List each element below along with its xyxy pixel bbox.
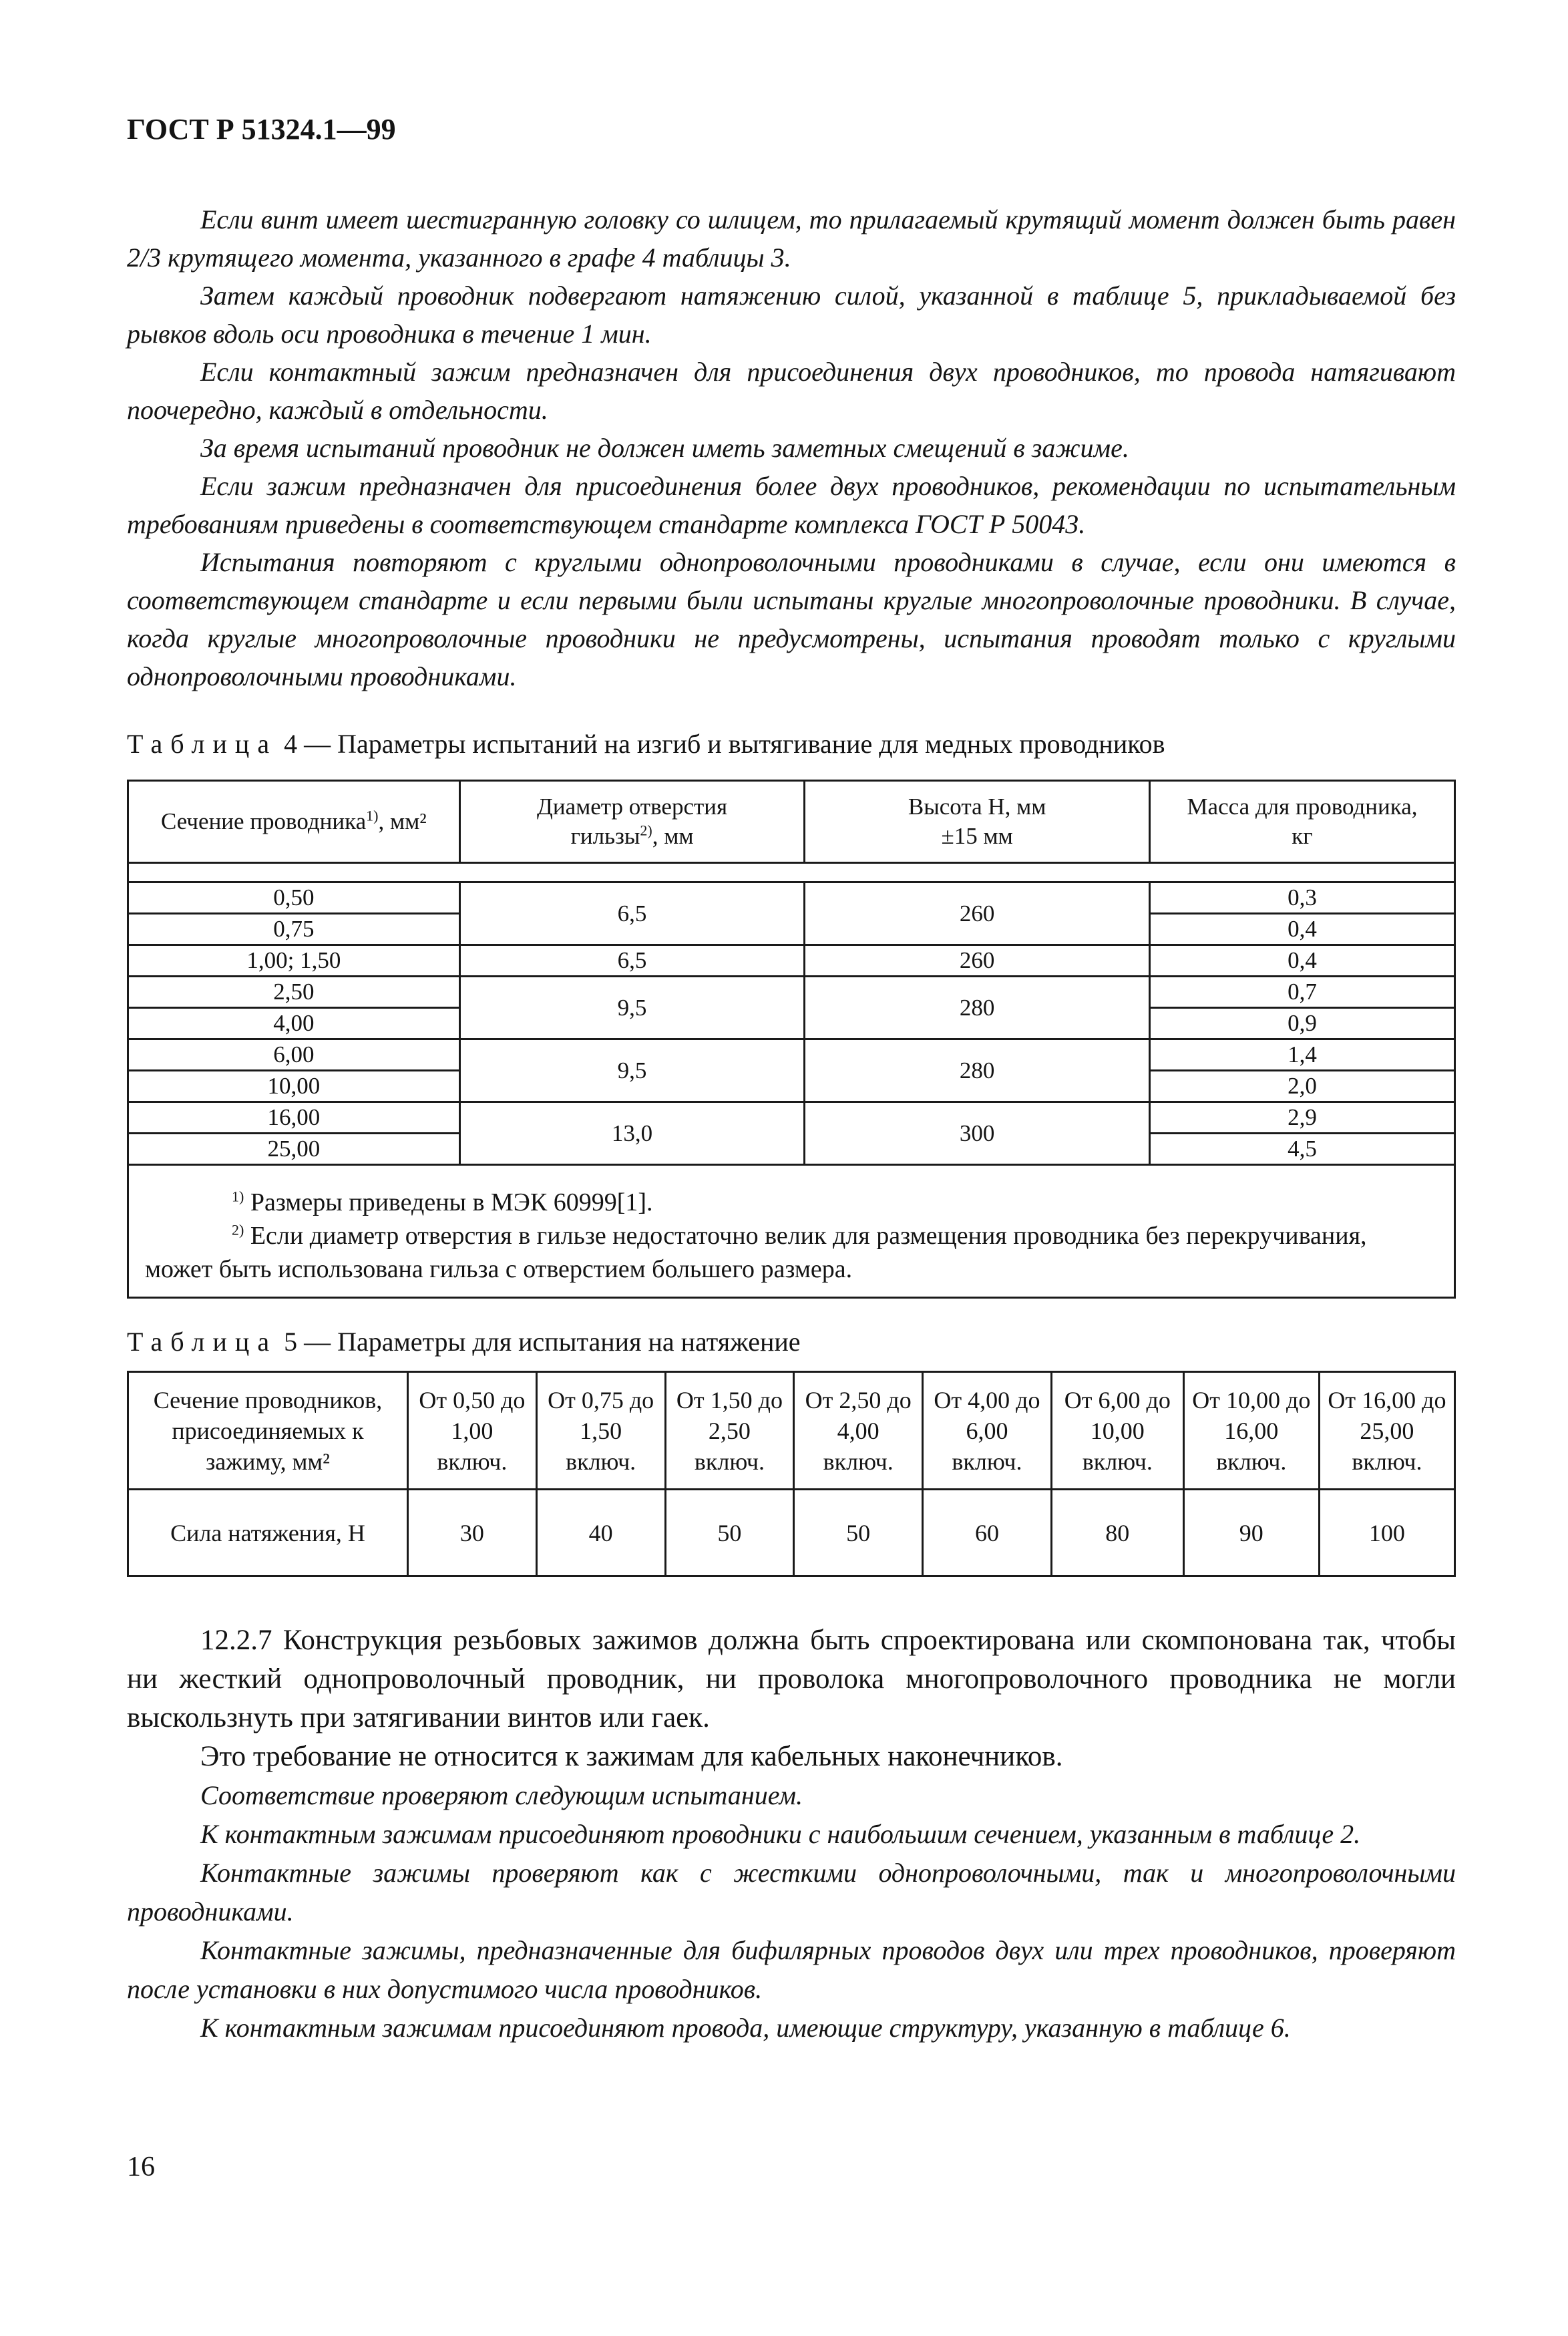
table-row: Сила натяжения, Н 30 40 50 50 60 80 90 100 bbox=[128, 1490, 1455, 1576]
table-notes-row bbox=[128, 1165, 1455, 1298]
paragraph: Если зажим предназначен для присоединения более двух проводников, рекомендации по испытательным требованиям приведены в соответствующем стандарте комплекса ГОСТ Р 50043. bbox=[127, 471, 1456, 539]
table-notes bbox=[128, 1165, 1455, 1298]
paragraph: Испытания повторяют с круглыми однопроволочными проводниками в случае, если они имеются в соответствующем стандарте и если первыми были испытаны круглые многопроволочные проводники. В случае, когда круглые многопроволочные проводники не предусмотрены, испытания проводят только с круглыми однопроволочными проводниками. bbox=[127, 547, 1456, 691]
header-mass: Масса для проводника, кг bbox=[1149, 781, 1454, 863]
header-diameter: Диаметр отверстия гильзы$^{2)}$, мм bbox=[459, 781, 805, 863]
paragraph: Это требование не относится к зажимам для кабельных наконечников. bbox=[200, 1741, 1063, 1772]
table-row: 0,75 0,4 bbox=[128, 914, 1455, 945]
table-row: 0,50 6,5 260 0,3 bbox=[128, 882, 1455, 914]
paragraph: Контактные зажимы, предназначенные для бифилярных проводов двух или трех проводников, проверяют после установки в них допустимого числа проводников. bbox=[127, 1935, 1456, 2004]
table-row: 2,50 9,5 280 0,7 bbox=[128, 977, 1455, 1008]
row-label-section: Сечение проводников, присоединяемых к зажиму, мм² bbox=[128, 1372, 408, 1490]
section-12-2-7 bbox=[127, 1621, 1456, 2047]
paragraph: Контактные зажимы проверяют как с жесткими однопроволочными, так и многопроволочными проводниками. bbox=[127, 1858, 1456, 1927]
paragraph: Соответствие проверяют следующим испытанием. bbox=[200, 1780, 803, 1810]
page-body bbox=[127, 200, 1456, 2047]
table4 bbox=[127, 780, 1456, 1299]
table5 bbox=[127, 1371, 1456, 1577]
row-label-force: Сила натяжения, Н bbox=[128, 1490, 408, 1576]
paragraph: К контактным зажимам присоединяют проводники с наибольшим сечением, указанным в таблице 2. bbox=[200, 1819, 1361, 1849]
table5-caption: Таблица 5 — Параметры для испытания на натяжение bbox=[127, 1327, 801, 1357]
paragraph: Если контактный зажим предназначен для присоединения двух проводников, то провода натягивают поочередно, каждый в отдельности. bbox=[127, 357, 1456, 425]
footnote-2: $^{2)}$ Если диаметр отверстия в гильзе недостаточно велик для размещения проводника без перекручивания, может быть использована гильза с отверстием большего размера. bbox=[145, 1221, 1367, 1283]
table-row: 1,00; 1,50 6,5 260 0,4 bbox=[128, 945, 1455, 977]
paragraph: Затем каждый проводник подвергают натяжению силой, указанной в таблице 5, прикладываемой без рывков вдоль оси проводника в течение 1 мин. bbox=[127, 281, 1456, 349]
paragraph: За время испытаний проводник не должен иметь заметных смещений в зажиме. bbox=[200, 433, 1129, 463]
page-number: 16 bbox=[127, 2152, 155, 2182]
table4-caption: Таблица 4 — Параметры испытаний на изгиб и вытягивание для медных проводников bbox=[127, 729, 1165, 759]
table-row: 6,00 9,5 280 1,4 bbox=[128, 1039, 1455, 1071]
paragraph: К контактным зажимам присоединяют провода, имеющие структуру, указанную в таблице 6. bbox=[200, 2013, 1291, 2043]
footnote-1: $^{1)}$ Размеры приведены в МЭК 60999[1]. bbox=[232, 1188, 653, 1216]
header-height: Высота H, мм ±15 мм bbox=[805, 781, 1150, 863]
table-row: 16,00 13,0 300 2,9 bbox=[128, 1102, 1455, 1134]
header-section: Сечение проводника$^{1)}$, мм² bbox=[128, 781, 460, 863]
intro-text bbox=[127, 200, 1456, 695]
table-row: 25,00 4,5 bbox=[128, 1134, 1455, 1165]
table-row: Сечение проводников, присоединяемых к зажиму, мм² От 0,50 до 1,00 включ. От 0,75 до 1,50 включ. От 1,50 до 2,50 включ. От 2,50 до 4,00 включ. От 4,00 до 6,00 включ. От 6,00 до 10,00 включ. От 10,00 до 16,00 включ. От 16,00 до 25,00 включ. bbox=[128, 1372, 1455, 1490]
document-header: ГОСТ Р 51324.1—99 bbox=[127, 113, 396, 146]
table-header-row bbox=[128, 781, 1455, 863]
table-row: 4,00 0,9 bbox=[128, 1008, 1455, 1039]
paragraph: 12.2.7 Конструкция резьбовых зажимов должна быть спроектирована или скомпонована так, чтобы ни жесткий однопроволочный проводник, ни проволока многопроволочного проводника не могли выскользнуть при затягивании винтов или гаек. bbox=[127, 1625, 1456, 1733]
table-row: 10,00 2,0 bbox=[128, 1071, 1455, 1102]
paragraph: Если винт имеет шестигранную головку со шлицем, то прилагаемый крутящий момент должен быть равен 2/3 крутящего момента, указанного в графе 4 таблицы 3. bbox=[127, 204, 1456, 273]
